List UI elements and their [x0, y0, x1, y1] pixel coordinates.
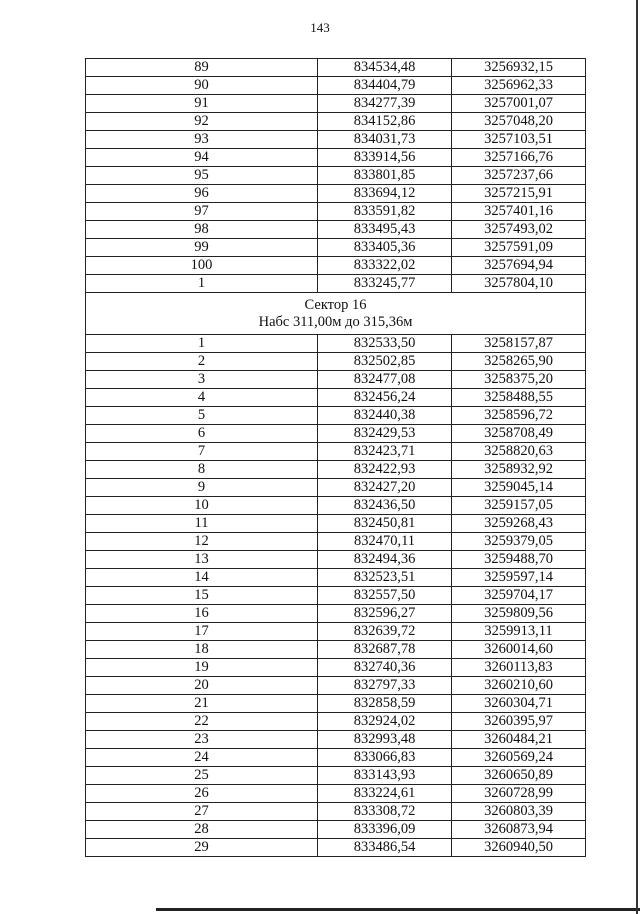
x-coordinate-cell: 832470,11 [318, 533, 452, 551]
x-coordinate-cell: 833495,43 [318, 221, 452, 239]
y-coordinate-cell: 3256932,15 [452, 59, 586, 77]
y-coordinate-cell: 3259268,43 [452, 515, 586, 533]
point-number-cell: 29 [86, 839, 318, 857]
y-coordinate-cell: 3260113,83 [452, 659, 586, 677]
x-coordinate-cell: 832557,50 [318, 587, 452, 605]
y-coordinate-cell: 3257591,09 [452, 239, 586, 257]
table-row [86, 461, 586, 479]
table-row [86, 77, 586, 95]
coordinates-table [85, 58, 586, 857]
point-number-cell: 100 [86, 257, 318, 275]
y-coordinate-cell: 3259913,11 [452, 623, 586, 641]
point-number-cell: 27 [86, 803, 318, 821]
point-number-cell: 5 [86, 407, 318, 425]
table-row [86, 551, 586, 569]
x-coordinate-cell: 832477,08 [318, 371, 452, 389]
scan-bottom-edge [156, 908, 640, 911]
y-coordinate-cell: 3257166,76 [452, 149, 586, 167]
point-number-cell: 8 [86, 461, 318, 479]
y-coordinate-cell: 3260650,89 [452, 767, 586, 785]
y-coordinate-cell: 3258157,87 [452, 335, 586, 353]
y-coordinate-cell: 3258932,92 [452, 461, 586, 479]
y-coordinate-cell: 3260304,71 [452, 695, 586, 713]
table-row [86, 695, 586, 713]
table-row [86, 803, 586, 821]
x-coordinate-cell: 834404,79 [318, 77, 452, 95]
y-coordinate-cell: 3257694,94 [452, 257, 586, 275]
table-row [86, 131, 586, 149]
y-coordinate-cell: 3260395,97 [452, 713, 586, 731]
x-coordinate-cell: 833143,93 [318, 767, 452, 785]
point-number-cell: 19 [86, 659, 318, 677]
y-coordinate-cell: 3260484,21 [452, 731, 586, 749]
table-row [86, 443, 586, 461]
point-number-cell: 16 [86, 605, 318, 623]
point-number-cell: 98 [86, 221, 318, 239]
table-row [86, 113, 586, 131]
table-row [86, 569, 586, 587]
table-row [86, 203, 586, 221]
y-coordinate-cell: 3257048,20 [452, 113, 586, 131]
y-coordinate-cell: 3259488,70 [452, 551, 586, 569]
y-coordinate-cell: 3259045,14 [452, 479, 586, 497]
x-coordinate-cell: 832423,71 [318, 443, 452, 461]
x-coordinate-cell: 833405,36 [318, 239, 452, 257]
table-row [86, 533, 586, 551]
x-coordinate-cell: 832797,33 [318, 677, 452, 695]
y-coordinate-cell: 3259809,56 [452, 605, 586, 623]
x-coordinate-cell: 832924,02 [318, 713, 452, 731]
x-coordinate-cell: 832596,27 [318, 605, 452, 623]
y-coordinate-cell: 3260873,94 [452, 821, 586, 839]
rows-before-sector [86, 59, 586, 293]
sector-title: Сектор 16 [304, 296, 367, 313]
x-coordinate-cell: 832687,78 [318, 641, 452, 659]
y-coordinate-cell: 3260803,39 [452, 803, 586, 821]
page-number: 143 [310, 20, 330, 35]
y-coordinate-cell: 3259379,05 [452, 533, 586, 551]
x-coordinate-cell: 832450,81 [318, 515, 452, 533]
x-coordinate-cell: 833245,77 [318, 275, 452, 293]
x-coordinate-cell: 833308,72 [318, 803, 452, 821]
y-coordinate-cell: 3257804,10 [452, 275, 586, 293]
y-coordinate-cell: 3260940,50 [452, 839, 586, 857]
point-number-cell: 7 [86, 443, 318, 461]
table-row [86, 221, 586, 239]
table-row [86, 149, 586, 167]
point-number-cell: 25 [86, 767, 318, 785]
point-number-cell: 11 [86, 515, 318, 533]
y-coordinate-cell: 3260014,60 [452, 641, 586, 659]
table-row [86, 167, 586, 185]
table-row [86, 767, 586, 785]
sector-header [86, 293, 586, 335]
y-coordinate-cell: 3260569,24 [452, 749, 586, 767]
sector-header-row [86, 293, 586, 335]
x-coordinate-cell: 832639,72 [318, 623, 452, 641]
scan-right-edge [636, 0, 638, 914]
x-coordinate-cell: 832494,36 [318, 551, 452, 569]
table-row [86, 605, 586, 623]
x-coordinate-cell: 833066,83 [318, 749, 452, 767]
x-coordinate-cell: 832436,50 [318, 497, 452, 515]
x-coordinate-cell: 834277,39 [318, 95, 452, 113]
table-row [86, 353, 586, 371]
x-coordinate-cell: 833396,09 [318, 821, 452, 839]
table-row [86, 677, 586, 695]
point-number-cell: 14 [86, 569, 318, 587]
x-coordinate-cell: 832429,53 [318, 425, 452, 443]
table-row [86, 185, 586, 203]
point-number-cell: 2 [86, 353, 318, 371]
x-coordinate-cell: 834534,48 [318, 59, 452, 77]
y-coordinate-cell: 3257001,07 [452, 95, 586, 113]
x-coordinate-cell: 832440,38 [318, 407, 452, 425]
point-number-cell: 96 [86, 185, 318, 203]
table-row [86, 731, 586, 749]
y-coordinate-cell: 3260210,60 [452, 677, 586, 695]
x-coordinate-cell: 832993,48 [318, 731, 452, 749]
table-row [86, 497, 586, 515]
x-coordinate-cell: 833224,61 [318, 785, 452, 803]
x-coordinate-cell: 833322,02 [318, 257, 452, 275]
point-number-cell: 23 [86, 731, 318, 749]
x-coordinate-cell: 832533,50 [318, 335, 452, 353]
x-coordinate-cell: 832858,59 [318, 695, 452, 713]
table-row [86, 95, 586, 113]
table-row [86, 425, 586, 443]
y-coordinate-cell: 3258596,72 [452, 407, 586, 425]
table-row [86, 371, 586, 389]
table-row [86, 821, 586, 839]
point-number-cell: 18 [86, 641, 318, 659]
table-row [86, 407, 586, 425]
table-row [86, 59, 586, 77]
x-coordinate-cell: 832740,36 [318, 659, 452, 677]
point-number-cell: 22 [86, 713, 318, 731]
table-row [86, 515, 586, 533]
y-coordinate-cell: 3260728,99 [452, 785, 586, 803]
x-coordinate-cell: 832523,51 [318, 569, 452, 587]
point-number-cell: 28 [86, 821, 318, 839]
table-row [86, 785, 586, 803]
table-row [86, 713, 586, 731]
table-row [86, 389, 586, 407]
x-coordinate-cell: 832422,93 [318, 461, 452, 479]
table-row [86, 335, 586, 353]
x-coordinate-cell: 833914,56 [318, 149, 452, 167]
table-row [86, 839, 586, 857]
point-number-cell: 4 [86, 389, 318, 407]
x-coordinate-cell: 833801,85 [318, 167, 452, 185]
y-coordinate-cell: 3257493,02 [452, 221, 586, 239]
sector-range: Набс 311,00м до 315,36м [258, 313, 413, 330]
point-number-cell: 91 [86, 95, 318, 113]
x-coordinate-cell: 833486,54 [318, 839, 452, 857]
x-coordinate-cell: 832456,24 [318, 389, 452, 407]
x-coordinate-cell: 834031,73 [318, 131, 452, 149]
x-coordinate-cell: 833694,12 [318, 185, 452, 203]
y-coordinate-cell: 3258820,63 [452, 443, 586, 461]
point-number-cell: 89 [86, 59, 318, 77]
point-number-cell: 13 [86, 551, 318, 569]
point-number-cell: 90 [86, 77, 318, 95]
point-number-cell: 21 [86, 695, 318, 713]
table-row [86, 587, 586, 605]
point-number-cell: 92 [86, 113, 318, 131]
table-row [86, 479, 586, 497]
y-coordinate-cell: 3259597,14 [452, 569, 586, 587]
x-coordinate-cell: 832502,85 [318, 353, 452, 371]
point-number-cell: 1 [86, 335, 318, 353]
y-coordinate-cell: 3258488,55 [452, 389, 586, 407]
point-number-cell: 99 [86, 239, 318, 257]
point-number-cell: 15 [86, 587, 318, 605]
y-coordinate-cell: 3257103,51 [452, 131, 586, 149]
point-number-cell: 93 [86, 131, 318, 149]
sector-header-cell [86, 293, 586, 335]
table-row [86, 623, 586, 641]
table-row [86, 239, 586, 257]
point-number-cell: 17 [86, 623, 318, 641]
table-row [86, 749, 586, 767]
point-number-cell: 20 [86, 677, 318, 695]
point-number-cell: 10 [86, 497, 318, 515]
table-row [86, 275, 586, 293]
x-coordinate-cell: 834152,86 [318, 113, 452, 131]
point-number-cell: 6 [86, 425, 318, 443]
point-number-cell: 94 [86, 149, 318, 167]
point-number-cell: 12 [86, 533, 318, 551]
point-number-cell: 3 [86, 371, 318, 389]
y-coordinate-cell: 3257215,91 [452, 185, 586, 203]
y-coordinate-cell: 3258265,90 [452, 353, 586, 371]
x-coordinate-cell: 832427,20 [318, 479, 452, 497]
point-number-cell: 24 [86, 749, 318, 767]
point-number-cell: 26 [86, 785, 318, 803]
point-number-cell: 9 [86, 479, 318, 497]
x-coordinate-cell: 833591,82 [318, 203, 452, 221]
table-row [86, 659, 586, 677]
y-coordinate-cell: 3259704,17 [452, 587, 586, 605]
point-number-cell: 97 [86, 203, 318, 221]
table-row [86, 641, 586, 659]
y-coordinate-cell: 3259157,05 [452, 497, 586, 515]
y-coordinate-cell: 3258375,20 [452, 371, 586, 389]
y-coordinate-cell: 3256962,33 [452, 77, 586, 95]
y-coordinate-cell: 3257237,66 [452, 167, 586, 185]
point-number-cell: 1 [86, 275, 318, 293]
y-coordinate-cell: 3258708,49 [452, 425, 586, 443]
rows-after-sector [86, 335, 586, 857]
table-row [86, 257, 586, 275]
y-coordinate-cell: 3257401,16 [452, 203, 586, 221]
point-number-cell: 95 [86, 167, 318, 185]
